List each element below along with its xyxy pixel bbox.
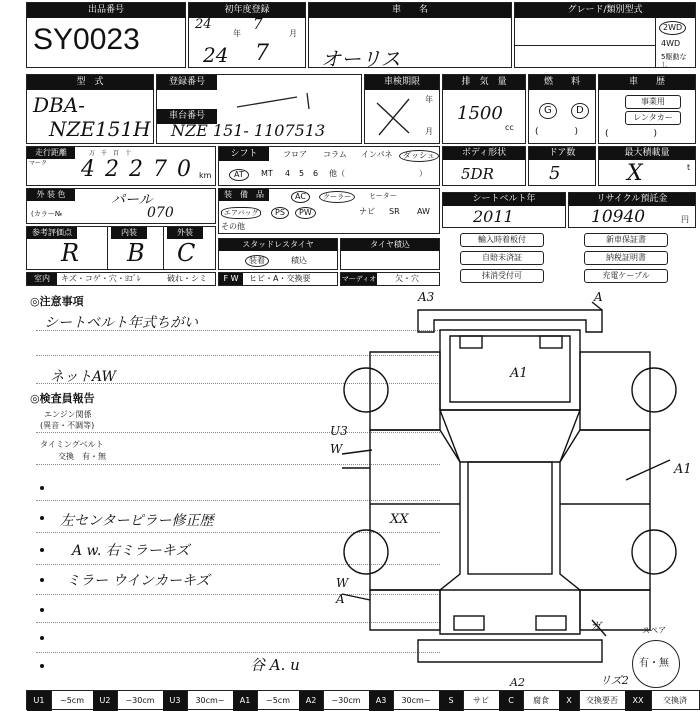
mileage-label: 走行距離 (27, 147, 75, 159)
legend-val-u1: ~5cm (51, 691, 94, 711)
legend-key-a1: A1 (233, 691, 258, 711)
equip-aw: AW (417, 207, 430, 216)
mark-rizu2: リズ2 (600, 674, 629, 687)
first-reg-year-hand: 24 (203, 43, 229, 67)
first-registration-box (188, 2, 306, 68)
color-number: 070 (147, 205, 174, 221)
displacement-unit: cc (505, 123, 514, 132)
legend-key-xx: XX (625, 691, 652, 711)
legend-key-s: S (439, 691, 464, 711)
check-jibai: 自賠未済証 (460, 251, 544, 265)
chassis-label: 車台番号 (157, 109, 217, 124)
color-value: パール (111, 192, 153, 208)
trans-6: 6 (313, 169, 319, 178)
capacity-box (598, 146, 696, 186)
inspection-box (364, 74, 440, 144)
exterior-label: 外装 (167, 227, 203, 239)
history-rental: レンタカー (625, 111, 681, 125)
first-registration-label: 初年度登録 (189, 3, 305, 18)
recycle-value: 10940 (591, 207, 646, 227)
trans-other: 他（ (329, 169, 345, 178)
mark-a-rear: A (336, 592, 345, 606)
legend-val-u3: 30cm~ (187, 691, 234, 711)
capacity-unit: t (687, 163, 691, 172)
capacity-label: 最大積載量 (599, 147, 695, 160)
inspector-signature: 谷 A. u (250, 656, 300, 674)
mark-ga: ガ (590, 620, 601, 633)
drive-none: 5駆動なし (661, 53, 687, 69)
legend-val-c: 腐食 (523, 691, 560, 711)
legend-val-a2: ~30cm (323, 691, 370, 711)
engine-sub: (異音・不調等) (40, 421, 95, 430)
doors-value: 5 (549, 163, 561, 184)
studless-mounted: 装着 (245, 255, 269, 267)
mileage-mark-label: マーク (29, 160, 48, 167)
fw-text: ヒビ・A・交換要 (249, 274, 311, 283)
equip-other: その他 (221, 222, 245, 231)
studless-box (218, 238, 338, 270)
caution-title: ◎注意事項 (30, 295, 84, 308)
timing-label: タイミングベルト (40, 440, 104, 449)
legend-val-x: 交換要否 (579, 691, 626, 711)
drive-4wd: 4WD (661, 39, 681, 48)
legend-val-u2: ~30cm (117, 691, 164, 711)
history-box: 車 歴 事業用 レンタカー ( ) (598, 74, 696, 144)
legend-key-u3: U3 (163, 691, 188, 711)
registration-number-label: 登録番号 (157, 75, 217, 90)
check-charge-cable: 充電ケーブル (584, 269, 668, 283)
model-value-1: DBA- (33, 93, 85, 117)
equip-ac: AC (291, 191, 310, 203)
color-label: 外 装 色 (27, 189, 75, 201)
interior-value: B (127, 239, 145, 267)
shift-floor: フロア (283, 150, 307, 159)
equip-navi: ナビ (359, 207, 375, 216)
registration-scribble (217, 89, 337, 113)
mark-w-rear: W (336, 576, 349, 590)
seatbelt-box (442, 192, 566, 228)
inspection-year-unit: 年 (425, 95, 433, 104)
check-import-plate: 輸入時着板付 (460, 233, 544, 247)
check-cancel: 抹消受付可 (460, 269, 544, 283)
first-reg-month-small: 7 (253, 15, 263, 33)
capacity-value: X (627, 161, 643, 186)
shift-box (218, 146, 440, 186)
mark-a1-right: A1 (674, 462, 692, 477)
legend-key-a2: A2 (299, 691, 324, 711)
equip-cooler: クーラー (319, 191, 355, 203)
caution-line-1: シートベルト年式ちがい (44, 315, 198, 331)
mark-a3: A3 (418, 290, 435, 304)
legend-key-x: X (559, 691, 580, 711)
first-reg-month-unit: 月 (289, 29, 297, 38)
model-label: 型 式 (27, 75, 153, 90)
displacement-label: 排 気 量 (443, 75, 525, 90)
tire-label: タイヤ積込 (341, 239, 439, 251)
body-type-value: 5DR (461, 165, 494, 183)
recycle-box (568, 192, 696, 228)
interior-label: 内装 (111, 227, 147, 239)
mark-a2: A2 (510, 676, 525, 689)
spare-value: 有・無 (639, 658, 669, 669)
fuel-gasoline: G (539, 103, 557, 119)
recycle-label: リサイクル預託金 (569, 193, 695, 206)
inspector-line-2: A w. 右ミラーキズ (72, 543, 190, 559)
mark-xx: XX (390, 512, 409, 527)
mileage-value: 42270 (81, 157, 201, 182)
damage-legend (26, 690, 700, 710)
body-type-box (442, 146, 526, 186)
inspection-label: 車検期限 (365, 75, 439, 90)
first-reg-year-small: 24 (195, 17, 212, 32)
history-label: 車 歴 (599, 75, 695, 90)
mileage-digits-label: 万 千 百 十 (89, 150, 132, 157)
inspection-cross (369, 93, 421, 139)
fuel-diesel: D (571, 103, 589, 119)
car-name-value: オーリス (321, 47, 401, 71)
trans-5: 5 (299, 169, 305, 178)
mark-a1-hood: A1 (510, 366, 528, 381)
inspection-month-unit: 月 (425, 127, 433, 136)
legend-key-a3: A3 (369, 691, 394, 711)
studless-loaded: 積込 (291, 256, 307, 265)
recycle-unit: 円 (681, 215, 689, 224)
model-box (26, 74, 154, 144)
lot-number-label: 出品番号 (27, 3, 185, 18)
mileage-unit: km (199, 171, 212, 180)
engine-label: エンジン関係 (44, 410, 92, 419)
chassis-value: NZE 151- 1107513 (171, 121, 326, 140)
equipment-box (218, 188, 440, 234)
seatbelt-label: シートベルト年 (443, 193, 565, 206)
car-diagram (330, 290, 700, 682)
history-business: 事業用 (625, 95, 681, 109)
mark-w-left: W (330, 442, 343, 456)
fw-label: F W (219, 273, 243, 285)
doors-box (528, 146, 596, 186)
fuel-label: 燃 料 (529, 75, 595, 90)
equip-ps: PS (271, 207, 289, 219)
shift-label: シフト (219, 147, 269, 161)
displacement-box (442, 74, 526, 144)
check-new-warranty: 新車保証書 (584, 233, 668, 247)
spare-circle (632, 640, 680, 688)
trans-at: AT (229, 169, 249, 181)
muffler-text: 欠・穴 (395, 274, 419, 283)
timing-value: 交換 有・無 (58, 452, 106, 461)
grade-box (514, 2, 696, 68)
interior-bar-extra: 破れ・シミ (167, 274, 207, 283)
registration-box (156, 74, 362, 144)
muffler-label: マーディオ (341, 275, 377, 283)
trans-4: 4 (285, 169, 291, 178)
legend-key-u1: U1 (27, 691, 52, 711)
equip-heater: ヒーター (369, 192, 397, 200)
color-no-label: (カラー№ (31, 210, 63, 218)
interior-bar (26, 272, 216, 286)
legend-key-u2: U2 (93, 691, 118, 711)
model-value-2: NZE151H (49, 117, 151, 141)
seatbelt-value: 2011 (473, 207, 514, 226)
equip-airbag: エアバッグ (221, 207, 261, 219)
legend-val-a1: ~5cm (257, 691, 300, 711)
shift-dash: ダッシュ (399, 150, 439, 162)
equipment-label: 装 備 品 (219, 189, 269, 201)
shift-inpane: インパネ (361, 150, 393, 159)
interior-bar-text: キズ・コゲ・穴・ﾖｺﾞﾚ (61, 274, 141, 283)
interior-bar-label: 室内 (27, 273, 57, 285)
trans-other-close: ） (419, 169, 427, 178)
car-name-label: 車 名 (309, 3, 511, 18)
first-reg-year-unit: 年 (233, 29, 241, 38)
inspector-title: ◎検査員報告 (30, 392, 95, 405)
equip-sr: SR (389, 207, 400, 216)
shift-column: コラム (323, 150, 347, 159)
equip-pw: PW (295, 207, 316, 219)
tire-box (340, 238, 440, 270)
inspector-line-1: 左センターピラー修正歴 (60, 513, 214, 529)
legend-val-xx: 交換済 (663, 696, 687, 705)
evaluation-box (26, 226, 216, 270)
mark-u3: U3 (330, 424, 348, 438)
fw-bar (218, 272, 338, 286)
mileage-box (26, 146, 216, 186)
studless-label: スタッドレスタイヤ (219, 239, 337, 251)
spare-label: スペア (642, 626, 666, 635)
caution-line-2: ネットAW (50, 369, 116, 385)
evaluation-value: R (61, 239, 80, 267)
drive-2wd: 2WD (659, 21, 686, 35)
lot-number-box (26, 2, 186, 68)
fuel-box: 燃 料 G D ( ) (528, 74, 596, 144)
exterior-value: C (177, 239, 196, 267)
check-tax-cert: 納税証明書 (584, 251, 668, 265)
first-reg-month-hand: 7 (255, 41, 269, 66)
evaluation-label: 参考評価点 (27, 227, 77, 239)
doors-label: ドア数 (529, 147, 595, 160)
legend-val-s: サビ (463, 691, 500, 711)
legend-val-a3: 30cm~ (393, 691, 440, 711)
trans-mt: MT (261, 169, 273, 178)
legend-key-c: C (499, 691, 524, 711)
mark-a-top: A (594, 290, 603, 304)
grade-label: グレード/類別型式 (515, 3, 695, 18)
car-name-box (308, 2, 512, 71)
displacement-value: 1500 (457, 103, 503, 124)
inspector-line-3: ミラー ウインカーキズ (66, 573, 210, 589)
lot-number-value: SY0023 (33, 23, 140, 56)
color-box (26, 188, 216, 224)
muffler-bar (340, 272, 440, 286)
body-type-label: ボディ形状 (443, 147, 525, 160)
